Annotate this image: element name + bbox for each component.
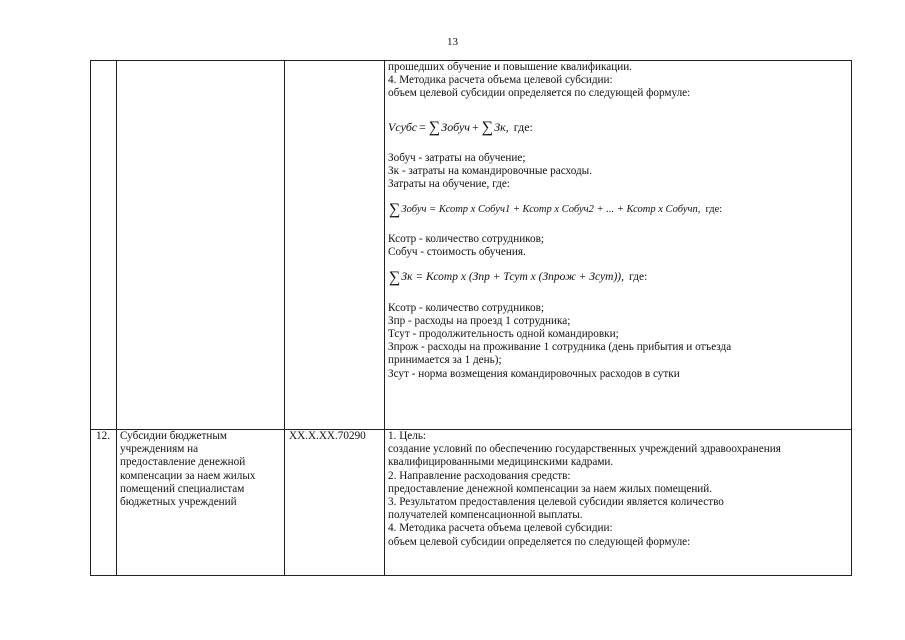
text-line: квалифицированными медицинскими кадрами. [388,456,614,469]
text-line: 4. Методика расчета объема целевой субсидии: [388,522,613,535]
text-line: 1. Цель: [388,430,427,442]
text-line: 4. Методика расчета объема целевой субсидии: [388,74,613,87]
text-line: 2. Направление расходования средств: [388,469,571,482]
sum-symbol: ∑ [389,269,401,287]
formula-text: Зк = Ксотр x (Зпр + Тсут x (Зпрож + Зсут)), [401,271,624,284]
text-line: Субсидии бюджетным [120,430,227,442]
text-line: 3. Результатом предоставления целевой субсидии является количество [388,496,724,509]
text-line: Тсут - продолжительность одной командировки; [388,328,619,341]
text-line: бюджетных учреждений [120,496,237,509]
table-row-continued [91,61,852,430]
formula-text: Зобуч = Ксотр x Собуч1 + Ксотр x Собуч2 + ... + Ксотр x Собучn, [401,203,701,215]
formula-training-costs [388,199,848,219]
name-cell-empty [117,61,285,430]
text-line: компенсации за наем жилых [120,469,256,482]
subsidy-description-cell [385,430,852,576]
formula-where: где: [628,271,648,284]
text-line: создание условий по обеспечению государственных учреждений здравоохранения [388,443,781,456]
text-line: получателей компенсационной выплаты. [388,509,583,522]
text-block-b [388,152,848,192]
budget-code: XX.X.XX.70290 [285,430,385,576]
text-line: Зпрож - расходы на проживание 1 сотрудника (день прибытия и отъезда [388,341,732,354]
table-row-12 [91,430,852,576]
code-cell-empty [285,61,385,430]
formula-term-2: Зк, [494,120,509,134]
text-line: предоставление денежной [120,456,246,469]
sum-symbol: ∑ [389,200,401,218]
text-line: принимается за 1 день); [388,354,502,367]
sum-symbol: ∑ [481,119,494,136]
formula-equals: = [419,120,426,134]
text-block-a [388,61,848,101]
text-line: Зсут - норма возмещения командировочных расходов в сутки [388,367,680,380]
text-line: прошедших обучение и повышение квалификации. [388,61,632,73]
description-cell-continued [385,61,852,430]
text-line: Ксотр - количество сотрудников; [388,233,545,246]
formula-travel-costs [388,268,848,288]
formula-subsidy-volume [388,118,848,138]
formula-plus: + [472,120,479,134]
text-block-d [388,302,848,381]
subsidy-table [90,60,852,576]
formula-where: где: [513,120,533,134]
subsidy-name-cell [117,430,285,576]
text-line: Затраты на обучение, где: [388,178,510,191]
formula-term-1: Зобуч [441,120,471,134]
text-line: Зпр - расходы на проезд 1 сотрудника; [388,314,571,327]
text-line: помещений специалистам [120,482,245,495]
text-line: предоставление денежной компенсации за наем жилых помещений. [388,482,713,495]
text-line: Зк - затраты на командировочные расходы. [388,164,592,177]
text-line: Зобуч - затраты на обучение; [388,151,526,164]
text-line: объем целевой субсидии определяется по следующей формуле: [388,87,691,100]
formula-lhs: Vсубс [388,120,418,134]
sum-symbol: ∑ [428,119,441,136]
text-line: учреждениям на [120,443,199,456]
formula-where: где: [705,203,723,215]
text-line: объем целевой субсидии определяется по следующей формуле: [388,535,691,548]
number-cell-empty [91,61,117,430]
text-line: Собуч - стоимость обучения. [388,246,526,259]
page-number: 13 [447,36,458,48]
text-block-c [388,233,848,259]
text-line: Ксотр - количество сотрудников; [388,301,545,314]
row-number: 12. [91,430,117,576]
